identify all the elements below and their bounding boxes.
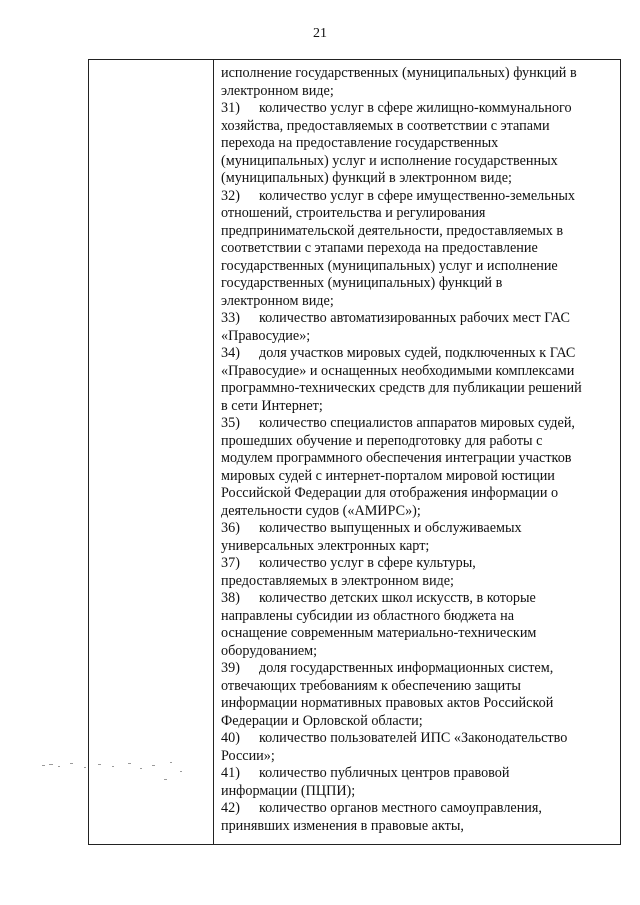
text-line — [221, 800, 614, 818]
document-table — [88, 59, 621, 845]
text-line — [221, 695, 614, 713]
text-line — [221, 520, 614, 538]
line-text: мировых судей с интернет-порталом мировой юстиции — [221, 467, 555, 484]
text-line — [221, 415, 614, 433]
text-line — [221, 538, 614, 556]
line-text: государственных (муниципальных) услуг и исполнение — [221, 257, 558, 274]
text-line — [221, 83, 614, 101]
line-text: «Правосудие» и оснащенных необходимыми комплексами — [221, 362, 575, 379]
text-line — [221, 345, 614, 363]
text-line — [221, 468, 614, 486]
line-text: России»; — [221, 747, 275, 764]
item-number: 37) — [221, 555, 240, 571]
text-line — [221, 433, 614, 451]
line-text: государственных (муниципальных) функций в — [221, 275, 503, 291]
line-text: количество пользователей ИПС «Законодательство — [259, 730, 568, 746]
text-line — [221, 170, 614, 188]
line-text: предпринимательской деятельности, предоставляемых в — [221, 222, 564, 239]
line-text: деятельности судов («АМИРС»); — [221, 502, 421, 519]
line-text: соответствии с этапами перехода на предоставление — [221, 240, 538, 256]
line-text: программно-технических средств для публикации решений — [221, 380, 582, 396]
line-text: направлены субсидии из областного бюджета на — [221, 607, 515, 624]
line-text: электронном виде; — [221, 292, 334, 309]
line-text: универсальных электронных карт; — [221, 537, 430, 554]
text-line — [221, 783, 614, 801]
line-text: оснащение современным материально-техническим — [221, 625, 537, 641]
text-line — [221, 380, 614, 398]
item-number: 35) — [221, 415, 240, 431]
text-line — [221, 240, 614, 258]
text-line — [221, 608, 614, 626]
line-text: доля государственных информационных систем, — [259, 660, 554, 676]
item-number: 31) — [221, 100, 240, 116]
item-number: 40) — [221, 730, 240, 746]
text-line — [221, 258, 614, 276]
line-text: (муниципальных) услуг и исполнение государственных — [221, 152, 558, 169]
line-text: количество органов местного самоуправления, — [259, 800, 542, 816]
item-number: 41) — [221, 765, 240, 781]
text-line — [221, 188, 614, 206]
text-line — [221, 223, 614, 241]
text-line — [221, 555, 614, 573]
text-line — [221, 293, 614, 311]
line-text: (муниципальных) функций в электронном виде; — [221, 170, 512, 186]
line-text: отвечающих требованиям к обеспечению защиты — [221, 677, 521, 694]
line-text: количество услуг в сфере жилищно-коммунального — [259, 100, 572, 116]
text-line — [221, 765, 614, 783]
line-text: информации нормативных правовых актов Российской — [221, 695, 554, 711]
text-line — [221, 573, 614, 591]
text-line — [221, 713, 614, 731]
line-text: оборудованием; — [221, 642, 318, 659]
item-number: 39) — [221, 660, 240, 676]
text-line — [221, 730, 614, 748]
item-number: 42) — [221, 800, 240, 816]
line-text: количество детских школ искусств, в которые — [259, 590, 536, 606]
line-text: количество публичных центров правовой — [259, 765, 510, 781]
scan-artifacts — [40, 757, 200, 787]
left-column-cell — [89, 60, 213, 844]
text-line — [221, 398, 614, 416]
text-line — [221, 135, 614, 153]
line-text: «Правосудие»; — [221, 327, 311, 344]
text-line — [221, 450, 614, 468]
line-text: доля участков мировых судей, подключенных к ГАС — [259, 345, 576, 361]
line-text: прошедших обучение и переподготовку для работы с — [221, 432, 543, 449]
text-line — [221, 660, 614, 678]
text-line — [221, 625, 614, 643]
indicator-list — [221, 65, 614, 835]
text-line — [221, 643, 614, 661]
line-text: в сети Интернет; — [221, 397, 323, 414]
text-line — [221, 328, 614, 346]
line-text: электронном виде; — [221, 82, 334, 99]
text-line — [221, 363, 614, 381]
line-text: модулем программного обеспечения интеграции участков — [221, 450, 572, 466]
line-text: Федерации и Орловской области; — [221, 712, 423, 729]
line-text: количество услуг в сфере имущественно-земельных — [259, 187, 575, 204]
item-number: 36) — [221, 520, 240, 536]
line-text: хозяйства, предоставляемых в соответствии с этапами — [221, 117, 550, 134]
line-text: количество выпущенных и обслуживаемых — [259, 520, 522, 536]
text-line — [221, 818, 614, 836]
line-text: Российской Федерации для отображения информации о — [221, 485, 559, 501]
text-line — [221, 503, 614, 521]
item-number: 33) — [221, 310, 240, 326]
text-line — [221, 205, 614, 223]
text-line — [221, 153, 614, 171]
column-divider — [213, 60, 214, 844]
text-line — [221, 310, 614, 328]
text-line — [221, 100, 614, 118]
line-text: отношений, строительства и регулирования — [221, 205, 486, 221]
text-line — [221, 118, 614, 136]
page-number: 21 — [313, 26, 327, 41]
text-line — [221, 65, 614, 83]
line-text: предоставляемых в электронном виде; — [221, 572, 454, 589]
line-text: перехода на предоставление государственных — [221, 135, 499, 151]
line-text: количество автоматизированных рабочих мест ГАС — [259, 310, 570, 326]
line-text: количество услуг в сфере культуры, — [259, 555, 476, 571]
item-number: 32) — [221, 187, 240, 204]
text-line — [221, 748, 614, 766]
item-number: 38) — [221, 590, 240, 606]
text-line — [221, 275, 614, 293]
text-line — [221, 678, 614, 696]
text-line — [221, 590, 614, 608]
line-text: исполнение государственных (муниципальных) функций в — [221, 65, 577, 81]
line-text: информации (ПЦПИ); — [221, 782, 356, 799]
item-number: 34) — [221, 345, 240, 361]
line-text: принявших изменения в правовые акты, — [221, 817, 464, 834]
text-line — [221, 485, 614, 503]
line-text: количество специалистов аппаратов мировых судей, — [259, 415, 575, 431]
